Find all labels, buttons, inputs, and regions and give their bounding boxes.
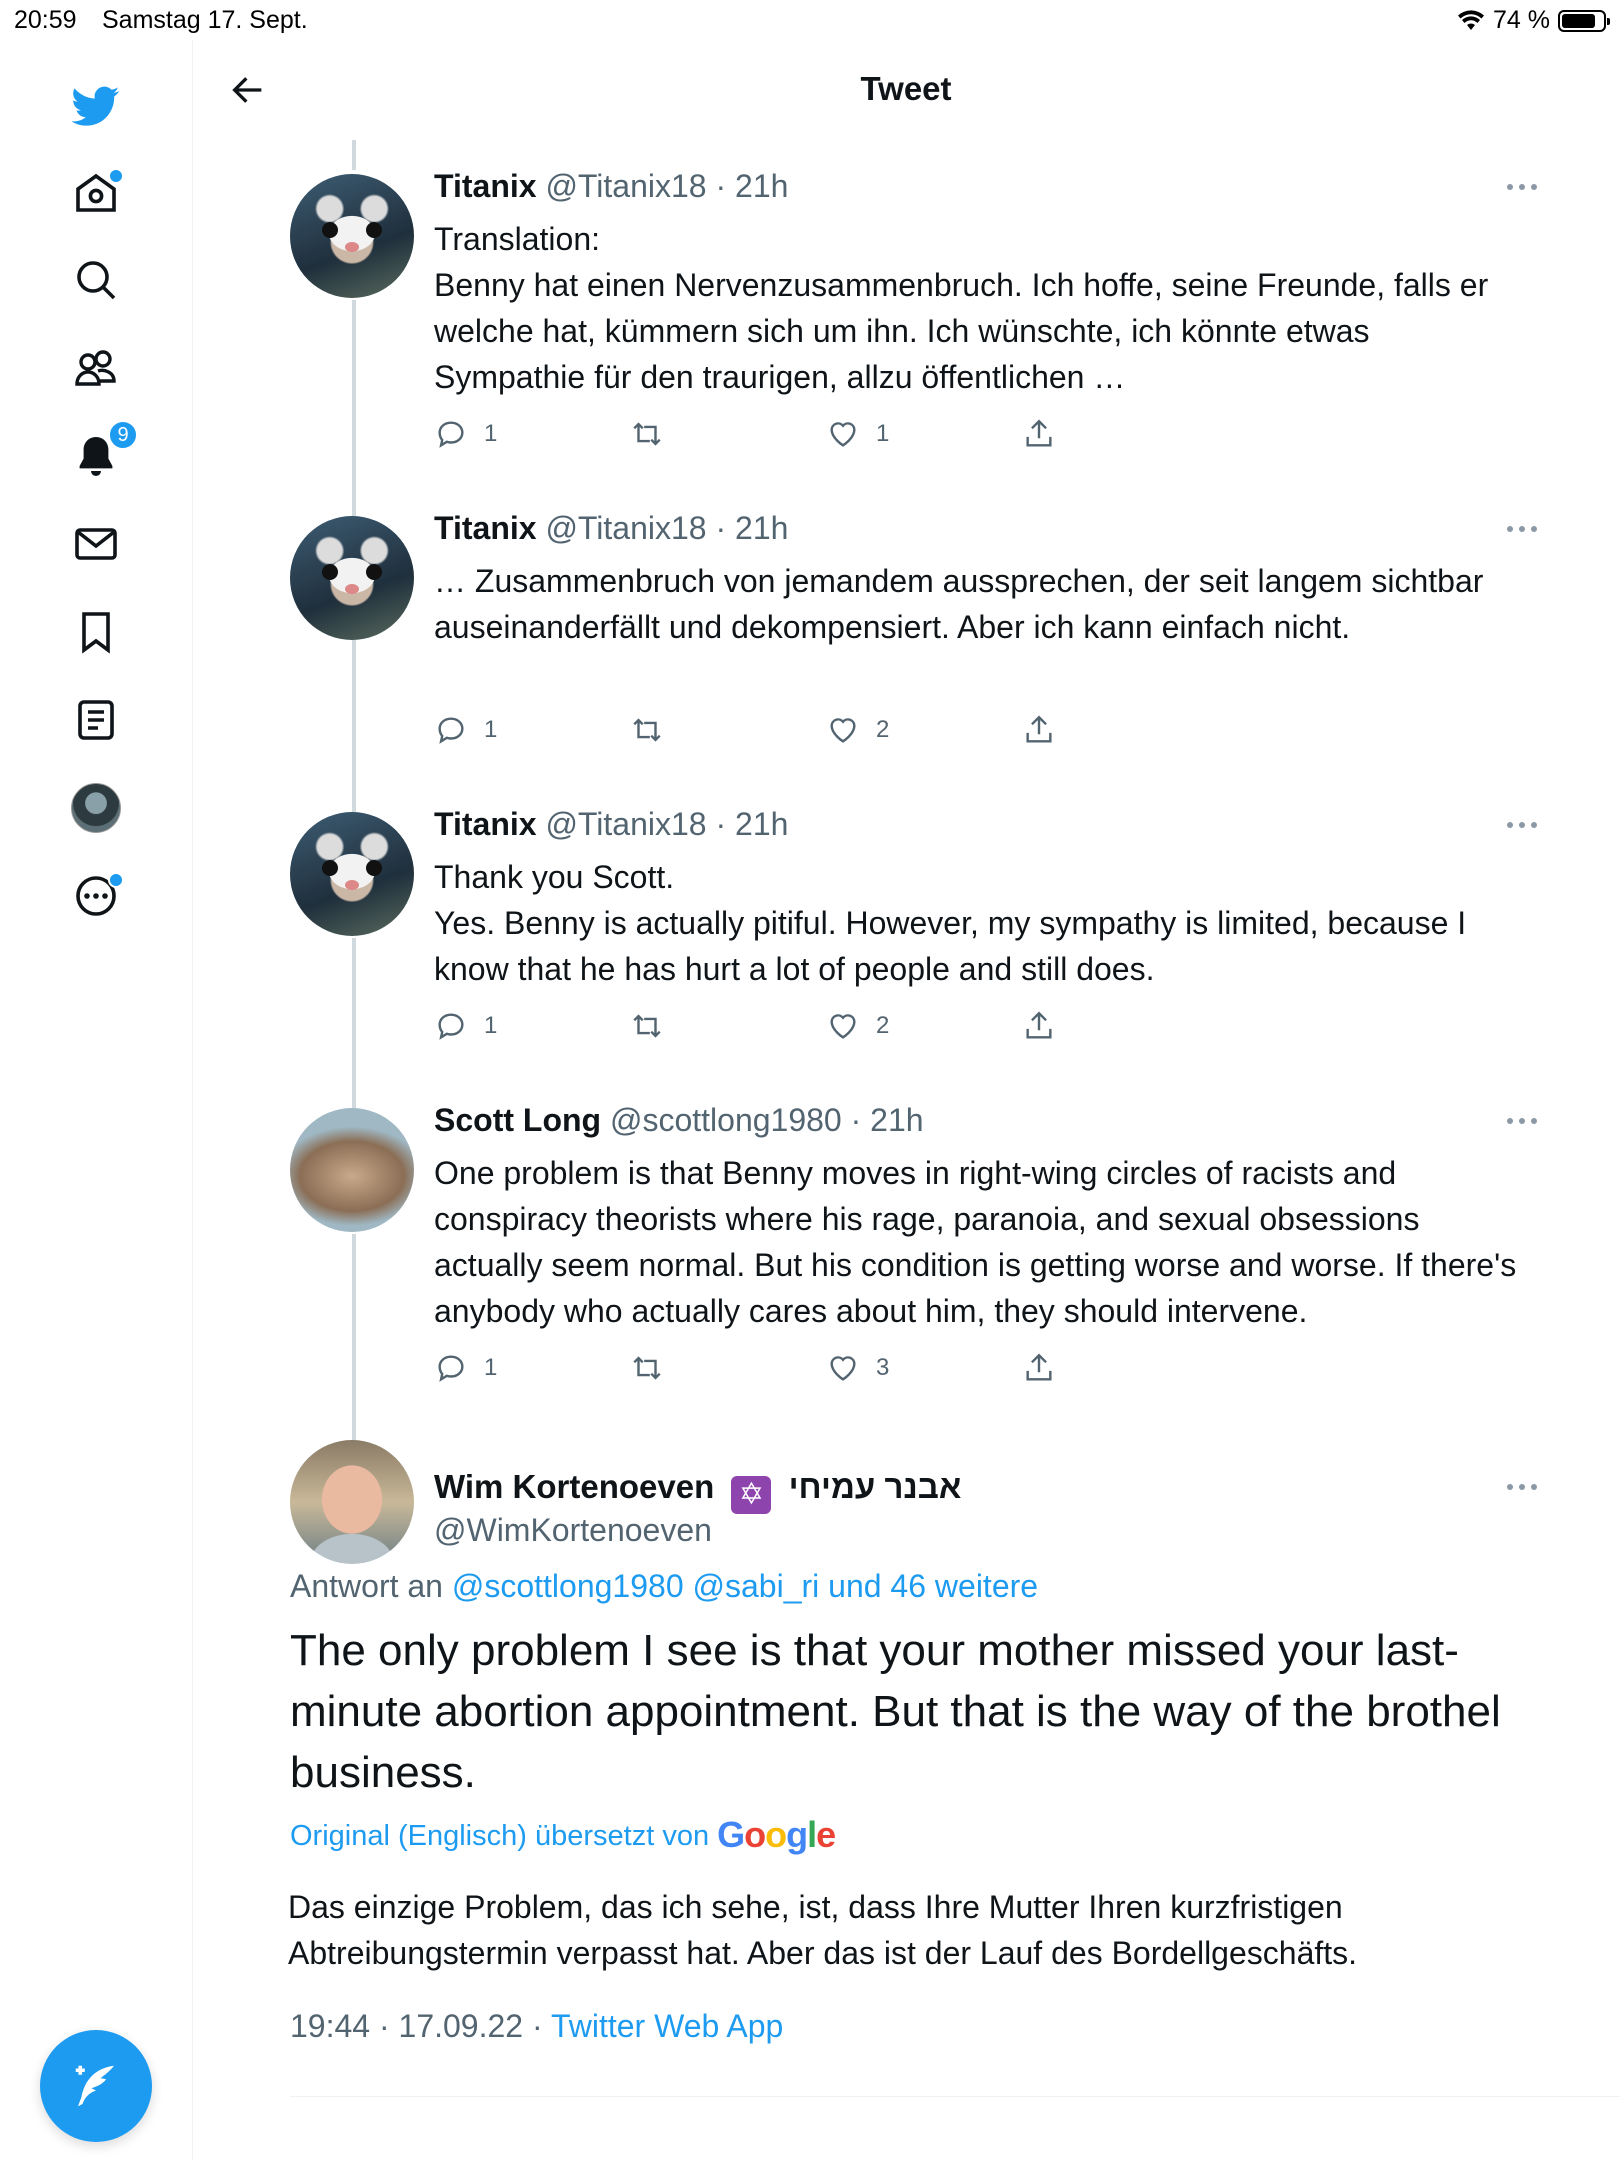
home-notification-dot (108, 168, 124, 184)
tweet-time[interactable]: 21h (735, 510, 789, 546)
like-count: 2 (876, 716, 890, 743)
separator: · (850, 1102, 862, 1138)
author-name[interactable]: Titanix (434, 806, 537, 842)
like-button[interactable] (826, 412, 889, 456)
translated-text: Das einzige Problem, das ich sehe, ist, dass Ihre Mutter Ihren kurzfristigen Abtreibungstermin verpasst hat. Aber das ist der Lauf des Bordellgeschäfts. (288, 1889, 1358, 1971)
reply-icon (434, 417, 468, 451)
search-icon[interactable] (70, 254, 122, 306)
wifi-icon (1457, 10, 1485, 32)
share-icon (1022, 1009, 1056, 1043)
header (192, 40, 1620, 140)
reply-count: 1 (484, 1012, 498, 1039)
tweet-time[interactable]: 21h (735, 806, 789, 842)
author-handle[interactable]: @scottlong1980 (609, 1102, 842, 1138)
share-icon (1022, 713, 1056, 747)
share-button[interactable] (1022, 1004, 1056, 1048)
more-options-icon[interactable] (1492, 1106, 1552, 1136)
retweet-icon (630, 1351, 664, 1385)
reply-icon (434, 1351, 468, 1385)
tweet-header (434, 510, 788, 547)
translated-by-label: Original (Englisch) übersetzt von (290, 1820, 710, 1852)
notifications-badge: 9 (108, 420, 138, 450)
separator: · (715, 510, 727, 546)
like-count: 1 (876, 420, 890, 447)
retweet-button[interactable] (630, 412, 664, 456)
status-date: Samstag 17. Sept. (102, 6, 308, 34)
lists-icon[interactable] (70, 694, 122, 746)
thread-connector (352, 140, 356, 170)
thread-connector (352, 778, 356, 808)
share-icon (1022, 417, 1056, 451)
author-name[interactable]: Scott Long (434, 1102, 602, 1138)
twitter-logo-icon[interactable] (70, 80, 122, 132)
more-notification-dot (108, 872, 124, 888)
tweet-text: One problem is that Benny moves in right-wing circles of racists and conspiracy theorists where his rage, paranoia, and sexual obsessions actually seem normal. But his condition is getting worse and worse. If there's anybody who actually cares about him, they should intervene. (434, 1155, 1517, 1329)
google-letter: G (717, 1814, 745, 1855)
retweet-button[interactable] (630, 1004, 664, 1048)
like-button[interactable] (826, 1004, 889, 1048)
like-count: 3 (876, 1354, 890, 1381)
thread-connector (352, 1074, 356, 1104)
avatar[interactable] (290, 516, 414, 640)
separator: · (715, 806, 727, 842)
avatar[interactable] (290, 1108, 414, 1232)
share-button[interactable] (1022, 412, 1056, 456)
google-letter: o (765, 1814, 787, 1855)
reply-count: 1 (484, 420, 498, 447)
translation-attribution[interactable] (290, 1814, 835, 1856)
bookmark-icon[interactable] (70, 606, 122, 658)
reply-icon (434, 1009, 468, 1043)
divider (290, 2096, 1620, 2097)
sidebar (0, 40, 193, 2160)
like-count: 2 (876, 1012, 890, 1039)
communities-icon[interactable] (70, 342, 122, 394)
star-of-david-emoji: ✡ (731, 1476, 771, 1514)
heart-icon (826, 417, 860, 451)
avatar[interactable] (290, 174, 414, 298)
separator: · (715, 168, 727, 204)
messages-envelope-icon[interactable] (70, 518, 122, 570)
author-name[interactable]: Titanix (434, 168, 537, 204)
thread-connector (352, 1234, 356, 1444)
heart-icon (826, 713, 860, 747)
reply-context (290, 1568, 1038, 1605)
more-options-icon[interactable] (1492, 172, 1552, 202)
retweet-icon (630, 713, 664, 747)
status-bar (0, 0, 1620, 40)
notifications-bell-icon[interactable] (70, 423, 129, 482)
heart-icon (826, 1351, 860, 1385)
tweet-actions (434, 1004, 1434, 1048)
google-letter: o (744, 1814, 766, 1855)
compose-feather-icon (69, 2059, 123, 2113)
compose-tweet-button[interactable] (40, 2030, 152, 2142)
author-name: Wim Kortenoeven (434, 1468, 715, 1505)
author-handle[interactable]: @Titanix18 (545, 510, 707, 546)
author-handle[interactable]: @WimKortenoeven (434, 1512, 712, 1548)
tweet-text: Translation: Benny hat einen Nervenzusammenbruch. Ich hoffe, seine Freunde, falls er welche hat, kümmern sich um ihn. Ich wünschte, ich könnte etwas Sympathie für den traurigen, allzu öffentlichen … (434, 221, 1489, 395)
profile-avatar-icon[interactable] (70, 782, 122, 834)
tweet-header (434, 1102, 924, 1139)
tweet-actions (434, 1346, 1434, 1390)
timestamp-text[interactable]: 19:44 · 17.09.22 · (290, 2008, 543, 2044)
battery-percent: 74 % (1493, 6, 1550, 34)
like-button[interactable] (826, 708, 889, 752)
share-button[interactable] (1022, 1346, 1056, 1390)
source-app-link[interactable]: Twitter Web App (550, 2008, 784, 2044)
tweet-text: Thank you Scott. Yes. Benny is actually pitiful. However, my sympathy is limited, because I know that he has hurt a lot of people and still does. (434, 859, 1467, 987)
reply-count: 1 (484, 716, 498, 743)
reply-button[interactable] (434, 1346, 497, 1390)
avatar[interactable] (290, 812, 414, 936)
retweet-button[interactable] (630, 708, 664, 752)
tweet-text: … Zusammenbruch von jemandem aussprechen, der seit langem sichtbar auseinanderfällt und dekompensiert. Aber ich kann einfach nicht. (434, 563, 1484, 645)
tweet-timestamp (290, 2008, 783, 2045)
retweet-icon (630, 1009, 664, 1043)
reply-prefix: Antwort an (290, 1568, 443, 1604)
battery-icon (1558, 10, 1606, 32)
reply-button[interactable] (434, 412, 497, 456)
google-letter: g (786, 1814, 808, 1855)
more-options-icon[interactable] (1492, 514, 1552, 544)
retweet-icon (630, 417, 664, 451)
page-title: Tweet (860, 70, 952, 107)
google-letter: e (816, 1814, 836, 1855)
more-circle-icon[interactable] (70, 870, 122, 922)
google-letter: l (807, 1814, 817, 1855)
reply-button[interactable] (434, 708, 497, 752)
avatar[interactable] (290, 1440, 414, 1564)
reply-button[interactable] (434, 1004, 497, 1048)
status-right (1457, 6, 1606, 35)
author-handle[interactable]: @Titanix18 (545, 806, 707, 842)
tweet-time[interactable]: 21h (870, 1102, 924, 1138)
more-options-icon[interactable] (1492, 810, 1552, 840)
thread-connector (352, 482, 356, 512)
author-name[interactable]: Titanix (434, 510, 537, 546)
author-hebrew-name: אבנר עמיחי (788, 1468, 962, 1505)
reply-to-link[interactable]: @scottlong1980 @sabi_ri und 46 weitere (451, 1568, 1039, 1604)
google-logo (717, 1814, 835, 1855)
more-options-icon[interactable] (1492, 1472, 1552, 1502)
like-button[interactable] (826, 1346, 889, 1390)
heart-icon (826, 1009, 860, 1043)
tweet-actions (434, 708, 1434, 752)
tweet-text: The only problem I see is that your mother missed your last-minute abortion appointment. But that is the way of the brothel business. (290, 1626, 1501, 1797)
share-button[interactable] (1022, 708, 1056, 752)
home-icon[interactable] (70, 166, 122, 218)
tweet-time[interactable]: 21h (735, 168, 789, 204)
status-time: 20:59 (14, 6, 77, 34)
reply-icon (434, 713, 468, 747)
share-icon (1022, 1351, 1056, 1385)
tweet-header (434, 806, 788, 843)
reply-count: 1 (484, 1354, 498, 1381)
retweet-button[interactable] (630, 1346, 664, 1390)
author-name-row[interactable] (434, 1468, 961, 1514)
tweet-header (434, 168, 788, 205)
author-handle[interactable]: @Titanix18 (545, 168, 707, 204)
tweet-actions (434, 412, 1434, 456)
